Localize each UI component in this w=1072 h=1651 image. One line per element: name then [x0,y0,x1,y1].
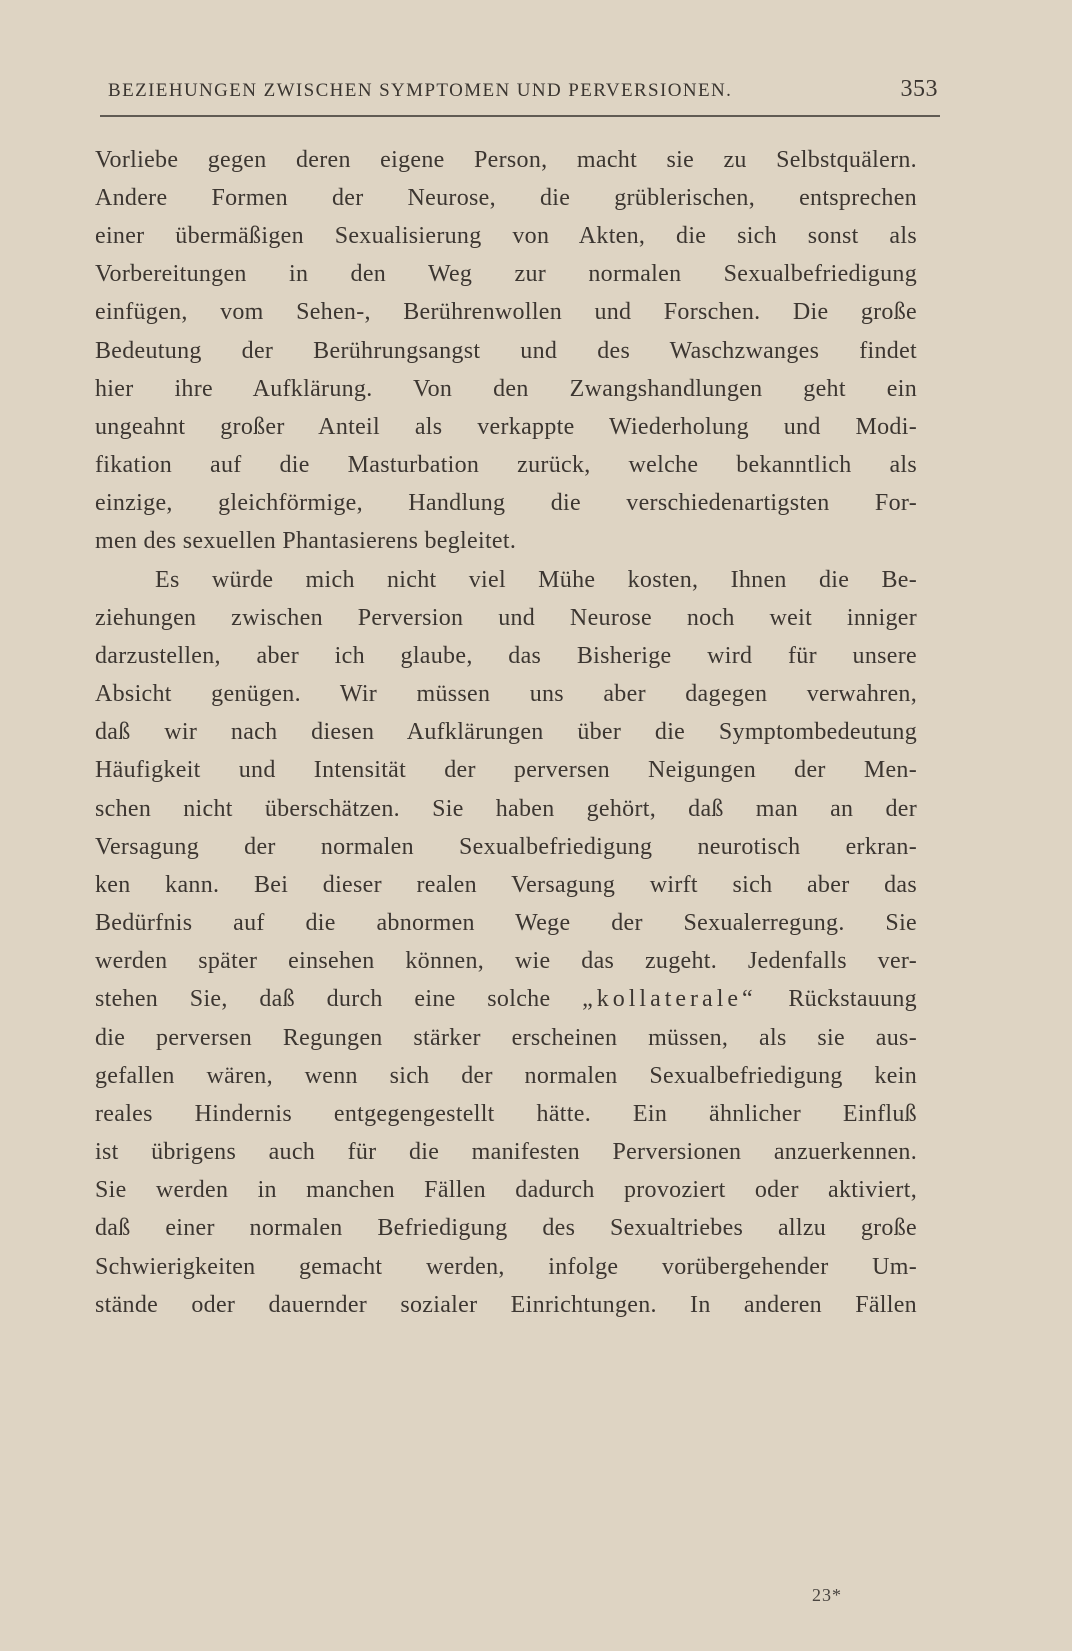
header-rule [100,115,940,117]
text-line: reales Hindernis entgegengestellt hätte. Ein ähnlicher Einfluß [95,1101,917,1127]
text-line: daß einer normalen Befriedigung des Sexualtriebes allzu große [95,1215,917,1241]
text-line: ungeahnt großer Anteil als verkappte Wiederholung und Modi- [95,414,917,440]
running-title: BEZIEHUNGEN ZWISCHEN SYMPTOMEN UND PERVERSIONEN. [108,80,733,101]
page-number: 353 [900,76,938,102]
text-line: Andere Formen der Neurose, die grüblerischen, entsprechen [95,185,917,211]
text-line: Absicht genügen. Wir müssen uns aber dagegen verwahren, [95,681,917,707]
text-line: ist übrigens auch für die manifesten Perversionen anzuerkennen. [95,1139,917,1165]
text-line: gefallen wären, wenn sich der normalen Sexualbefriedigung kein [95,1063,917,1089]
text-line: Schwierigkeiten gemacht werden, infolge vorübergehender Um- [95,1254,917,1280]
signature-mark: 23* [812,1585,842,1605]
text-line: darzustellen, aber ich glaube, das Bisherige wird für unsere [95,643,917,669]
text-line: einer übermäßigen Sexualisierung von Akten, die sich sonst als [95,223,917,249]
text-line: die perversen Regungen stärker erscheinen müssen, als sie aus- [95,1025,917,1051]
text-line: Sie werden in manchen Fällen dadurch provoziert oder aktiviert, [95,1177,917,1203]
running-header [108,76,938,106]
text-line: schen nicht überschätzen. Sie haben gehört, daß man an der [95,796,917,822]
text-line: ziehungen zwischen Perversion und Neurose noch weit inniger [95,605,917,631]
text-line: hier ihre Aufklärung. Von den Zwangshandlungen geht ein [95,376,917,402]
text-line: ken kann. Bei dieser realen Versagung wirft sich aber das [95,872,917,898]
text-line [95,979,917,1019]
text-line: daß wir nach diesen Aufklärungen über die Symptombedeutung [95,719,917,745]
text-line: werden später einsehen können, wie das zugeht. Jedenfalls ver- [95,948,917,974]
text-segment: stehen Sie, daß durch eine solche [95,986,551,1012]
text-line: Es würde mich nicht viel Mühe kosten, Ihnen die Be- [155,567,917,593]
text-line: einfügen, vom Sehen-, Berührenwollen und Forschen. Die große [95,299,917,325]
text-line: Häufigkeit und Intensität der perversen Neigungen der Men- [95,757,917,783]
text-line: Bedürfnis auf die abnormen Wege der Sexualerregung. Sie [95,910,917,936]
text-segment: Rückstauung [788,986,917,1012]
text-line: einzige, gleichförmige, Handlung die verschiedenartigsten For- [95,490,917,516]
text-line: Vorbereitungen in den Weg zur normalen Sexualbefriedigung [95,261,917,287]
text-line: men des sexuellen Phantasierens begleitet. [95,528,517,554]
emphasized-word: „kollaterale“ [582,986,757,1012]
text-line: fikation auf die Masturbation zurück, welche bekanntlich als [95,452,917,478]
text-line: stände oder dauernder sozialer Einrichtungen. In anderen Fällen [95,1292,917,1318]
text-line: Versagung der normalen Sexualbefriedigung neurotisch erkran- [95,834,917,860]
text-line: Bedeutung der Berührungsangst und des Waschzwanges findet [95,338,917,364]
text-line: Vorliebe gegen deren eigene Person, macht sie zu Selbstquälern. [95,147,917,173]
